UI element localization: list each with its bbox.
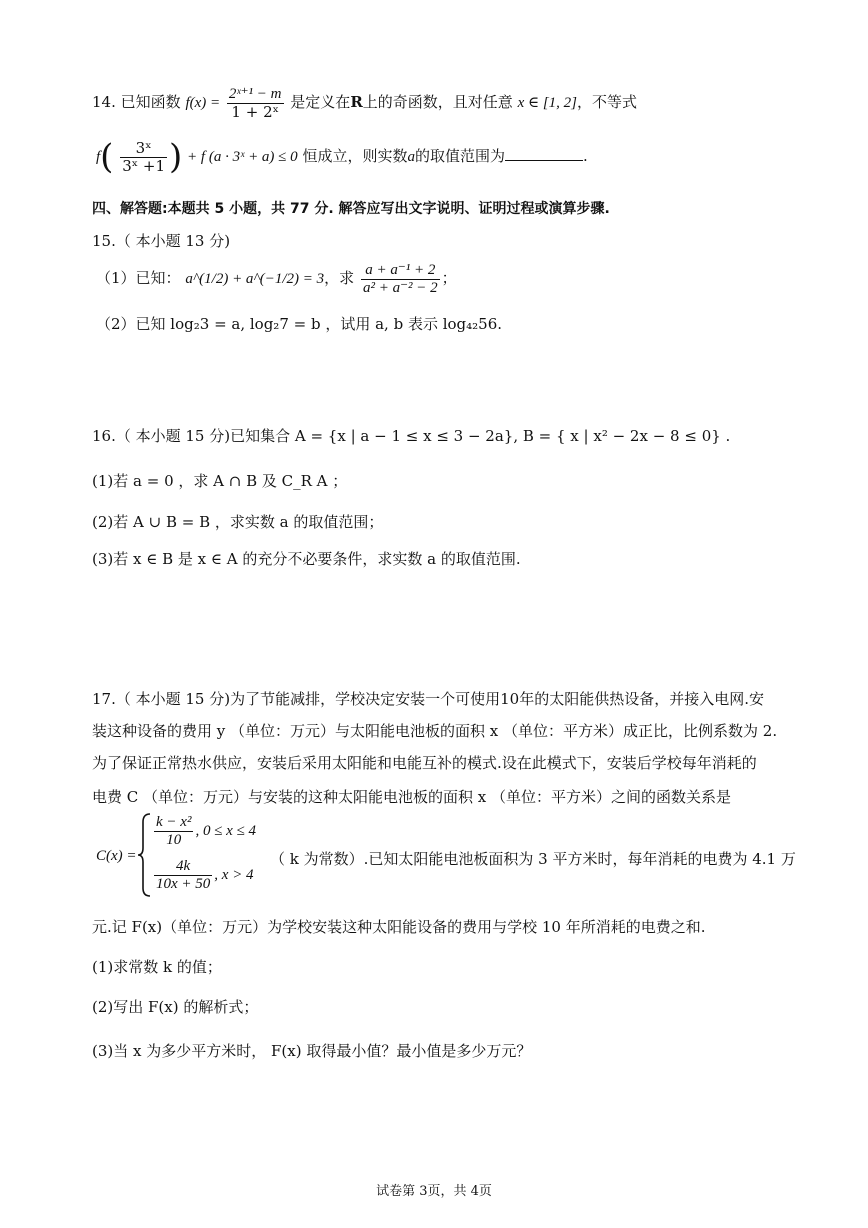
q17-case2-num: 4k [154,858,212,876]
q17-line1: 17.（ 本小题 15 分)为了节能减排，学校决定安装一个可使用10年的太阳能供热设备，并接入电网.安 [92,690,764,708]
q14-function-fraction [227,86,284,120]
q14-mid3: ，不等式 [577,93,638,111]
q17-case1 [152,814,256,848]
q17-c-label: C(x) = [96,848,137,864]
q15-p1-condition: a^(1/2) + a^(−1/2) = 3 [185,271,325,287]
q14-tail2: 的取值范围为 [414,147,505,165]
q17-case1-den: 10 [166,831,182,848]
q14-line1 [92,86,637,120]
q14-answer-blank [505,146,583,161]
q17-case2-condition: , x > 4 [214,867,254,883]
q14-inner-num: 3ˣ [120,140,167,158]
q17-case2-den: 10x + 50 [156,875,211,892]
q17-line6: 元.记 F(x)（单位：万元）为学校安装这种太阳能设备的费用与学校 10 年所消耗的电费之和. [92,918,706,936]
q16-part3: (3)若 x ∈ B 是 x ∈ A 的充分不必要条件，求实数 a 的取值范围. [92,550,521,568]
q14-f-prefix: f [96,149,101,165]
q14-inner-den: 3ˣ +1 [122,156,165,175]
left-brace-icon [136,812,152,898]
q16-part2: (2)若 A ∪ B = B ，求实数 a 的取值范围； [92,513,384,531]
q17-line4: 电费 C （单位：万元）与安装的这种太阳能电池板的面积 x （单位：平方米）之间的函数关系是 [92,788,732,806]
q17-part3: (3)当 x 为多少平方米时， F(x) 取得最小值？最小值是多少万元？ [92,1042,532,1060]
q14-domain: x ∈ [1, 2] [517,95,578,111]
q14-mid1: 是定义在 [290,93,351,111]
q14-f-of-x: f(x) = [185,95,221,111]
q17-line3: 为了保证正常热水供应，安装后采用太阳能和电能互补的模式.设在此模式下，安装后学校每年消耗的 [92,754,757,772]
q15-p1-frac-num: a + a⁻¹ + 2 [361,262,440,280]
q17-case1-condition: , 0 ≤ x ≤ 4 [195,823,257,839]
page-footer: 试卷第 3页，共 4页 [376,1184,492,1199]
q16-header: 16.（ 本小题 15 分)已知集合 A = {x | a − 1 ≤ x ≤ 3 − 2a}, B = { x | x² − 2x − 8 ≤ 0} . [92,427,731,445]
q14-frac-numerator: 2ˣ⁺¹ − m [228,86,282,102]
q15-p1-end: ； [441,269,457,287]
q14-real-set: R [350,93,363,111]
q16-part1: (1)若 a = 0 ，求 A ∩ B 及 C_R A ； [92,472,348,490]
q15-part1 [96,262,457,296]
q17-part1: (1)求常数 k 的值； [92,958,222,976]
q14-intro: 已知函数 [120,93,181,111]
q14-inequality: + f (a · 3ˣ + a) ≤ 0 [187,149,298,165]
q17-part2: (2)写出 F(x) 的解析式； [92,998,259,1016]
q14-mid2: 上的奇函数，且对任意 [362,93,513,111]
q14-inner-fraction [120,140,167,174]
q14-tail: 恒成立，则实数 [302,147,408,165]
q14-line2: f( $\frac{\text{3ˣ}}{\text{3ˣ +1}}$ ) + f (a · 3ˣ + a) ≤ 0 恒成立，则实数a的取值范围为 . [96,137,588,177]
q14-var-a: a [407,149,415,165]
q17-line2: 装这种设备的费用 y （单位：万元）与太阳能电池板的面积 x （单位：平方米）成正比，比例系数为 2. [92,722,778,740]
q17-case1-fraction [154,814,193,848]
q15-p1-frac-den: a² + a⁻² − 2 [362,279,438,296]
q15-header: 15.（ 本小题 13 分) [92,232,231,250]
section-heading: 四、解答题:本题共 5 小题，共 77 分. 解答应写出文字说明、证明过程或演算步骤. [92,201,610,217]
q14-end: . [582,147,588,165]
q15-part2: （2）已知 log₂3 = a, log₂7 = b ，试用 a, b 表示 log₄₂56. [96,315,503,333]
q15-p1-fraction [361,262,440,296]
q15-p1-label: （1）已知： [96,269,181,287]
q17-after-cases: （ k 为常数）.已知太阳能电池板面积为 3 平方米时，每年消耗的电费为 4.1 万 [270,850,796,868]
q14-frac-denominator: 1 + 2ˣ [231,102,279,121]
q17-case1-num: k − x² [156,814,192,830]
q17-case2 [152,858,254,892]
q17-case2-fraction [154,858,212,892]
q14-number: 14. [92,93,116,111]
q15-p1-seek: ，求 [324,269,355,287]
